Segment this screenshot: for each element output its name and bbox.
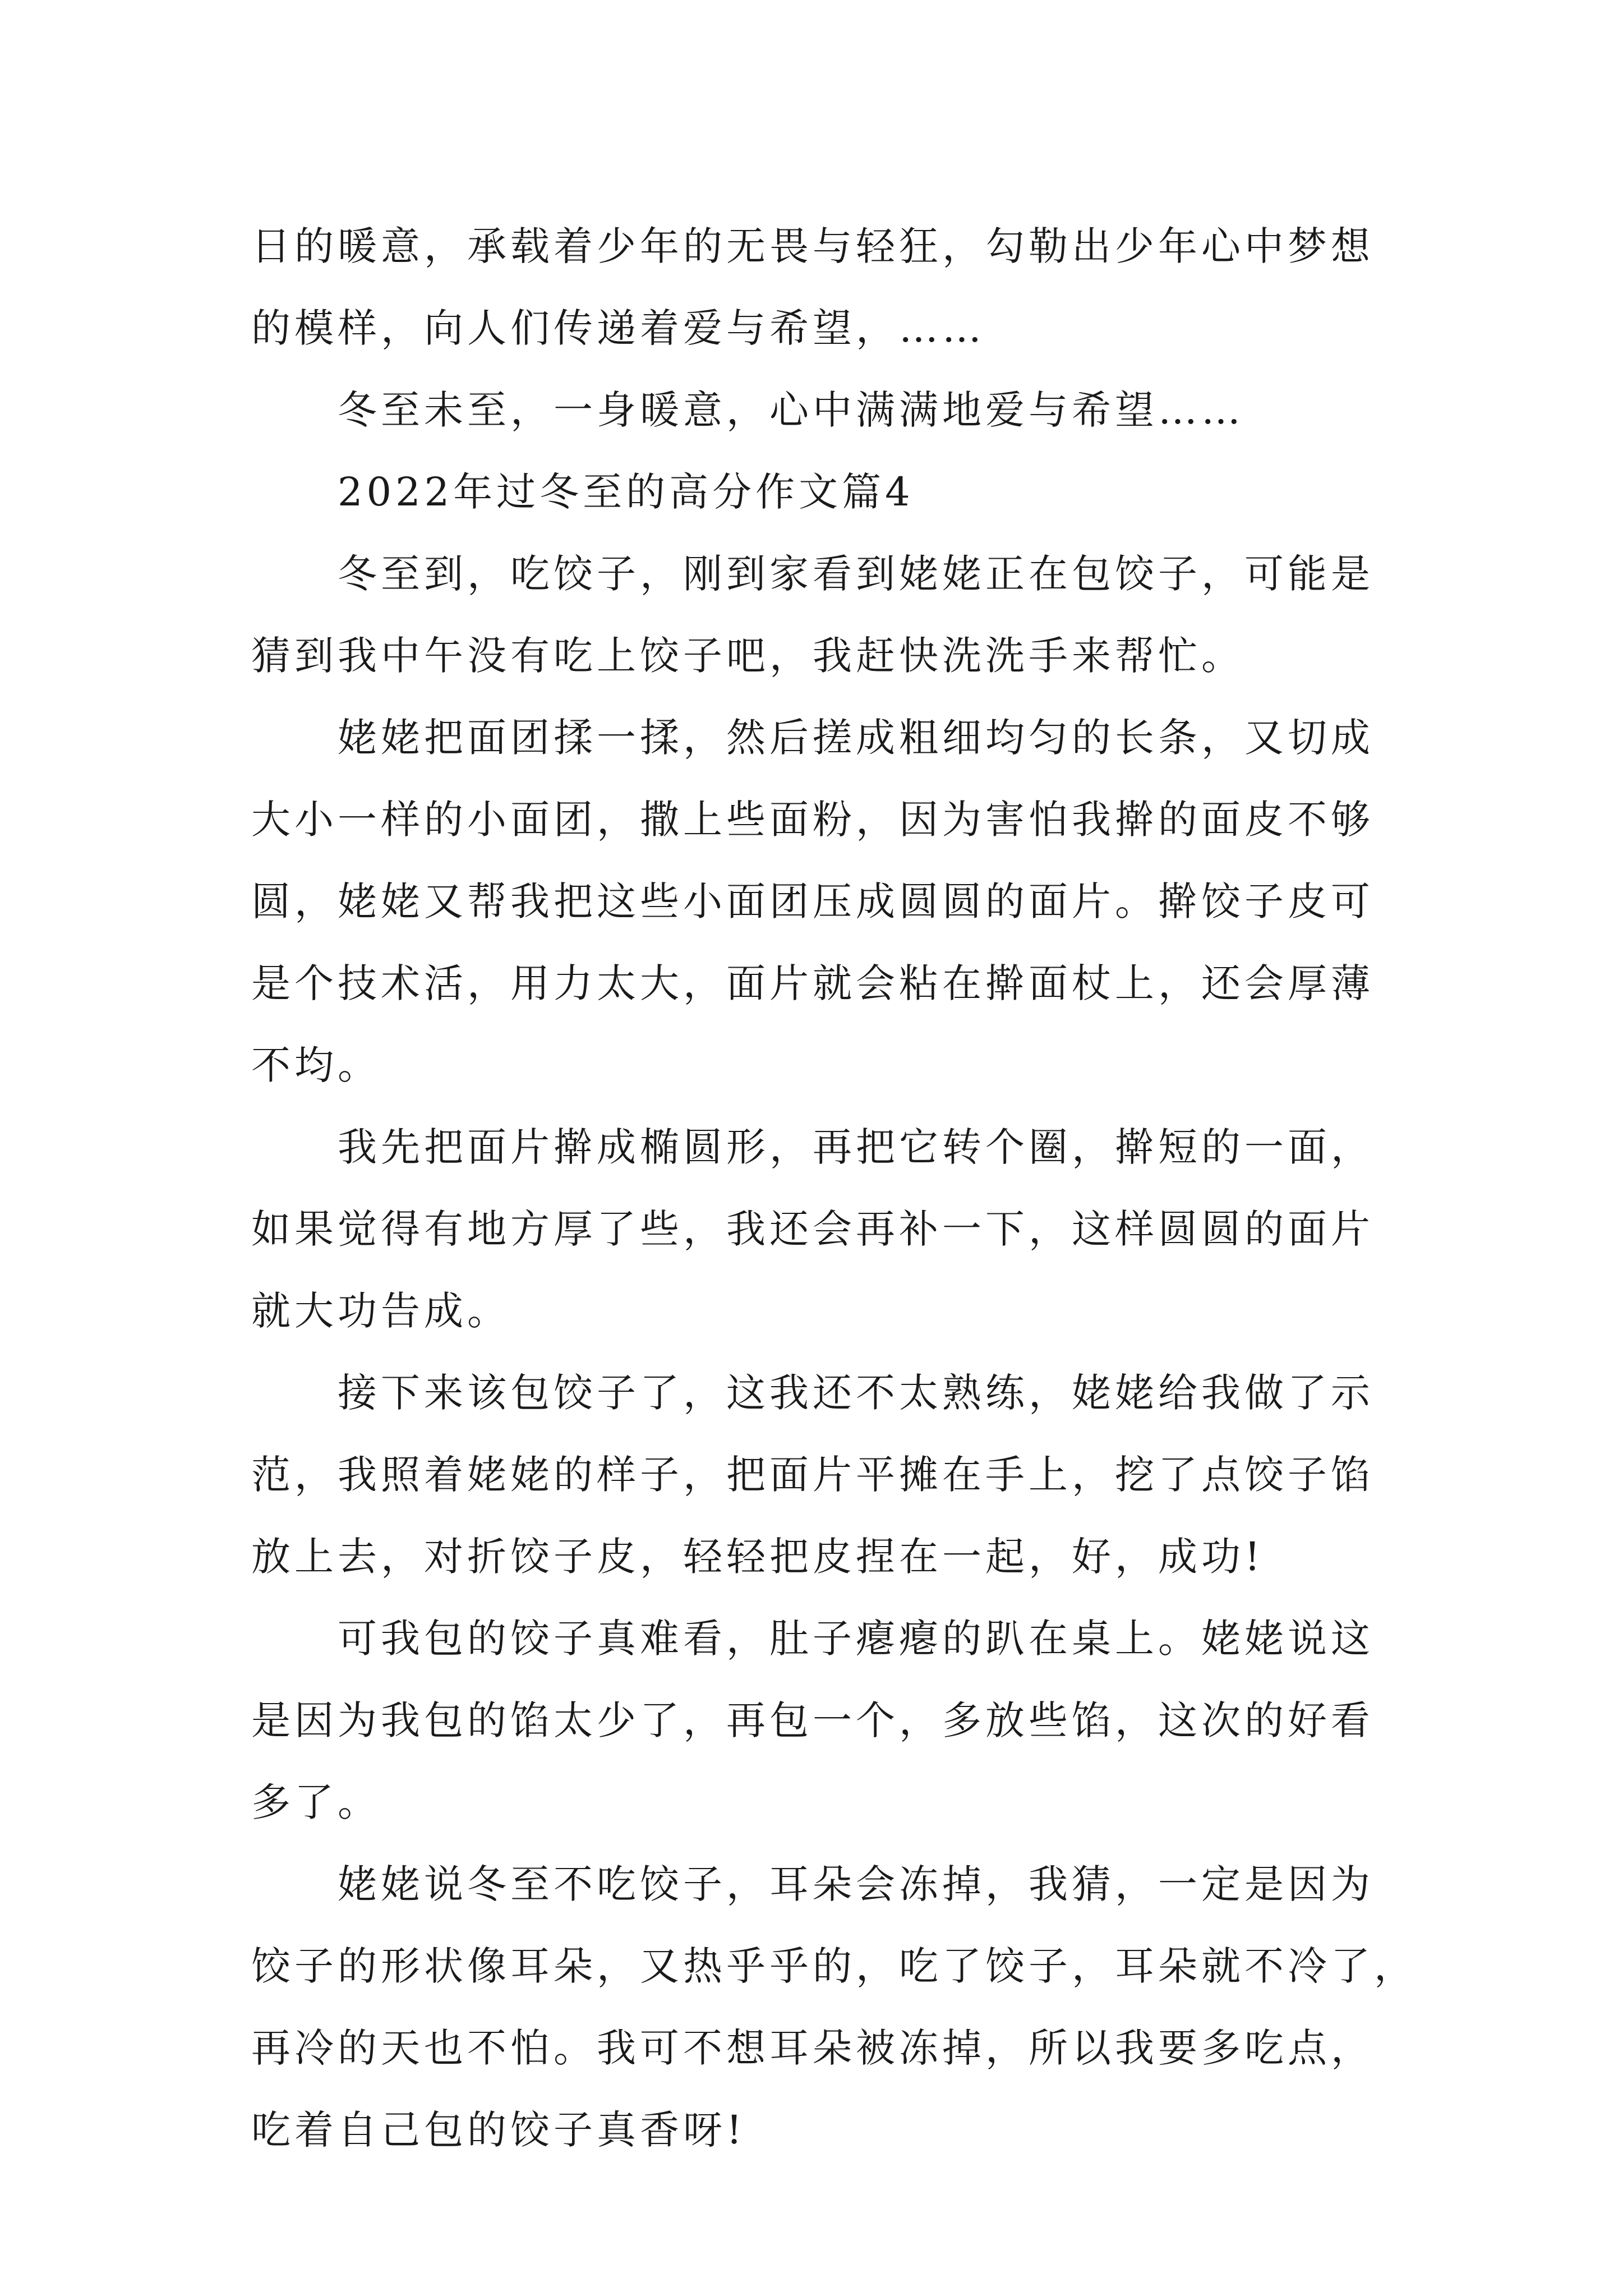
text-line: 圆，姥姥又帮我把这些小面团压成圆圆的面片。擀饺子皮可 (251, 878, 1374, 924)
document-body (251, 205, 1417, 2171)
text-line: 是个技术活，用力太大，面片就会粘在擀面杖上，还会厚薄 (251, 960, 1374, 1006)
text-line: 日的暖意，承载着少年的无畏与轻狂，勾勒出少年心中梦想 (251, 223, 1374, 269)
section-heading: 2022年过冬至的高分作文篇4 (338, 469, 914, 515)
text-line: 是因为我包的馅太少了，再包一个，多放些馅，这次的好看 (251, 1697, 1374, 1743)
text-line: 姥姥把面团揉一揉，然后搓成粗细均匀的长条，又切成 (338, 715, 1374, 761)
text-line: 不均。 (251, 1042, 381, 1088)
text-line: 猜到我中午没有吃上饺子吧，我赶快洗洗手来帮忙。 (251, 633, 1244, 679)
text-line: 饺子的形状像耳朵，又热乎乎的，吃了饺子，耳朵就不冷了， (251, 1943, 1417, 1989)
text-line: 接下来该包饺子了，这我还不太熟练，姥姥给我做了示 (338, 1370, 1374, 1416)
text-line: 可我包的饺子真难看，肚子瘪瘪的趴在桌上。姥姥说这 (338, 1616, 1374, 1662)
text-line: 如果觉得有地方厚了些，我还会再补一下，这样圆圆的面片 (251, 1206, 1374, 1252)
text-line: 就大功告成。 (251, 1288, 510, 1334)
text-line: 的模样，向人们传递着爱与希望，…… (251, 305, 985, 351)
text-line: 吃着自己包的饺子真香呀! (251, 2107, 746, 2153)
text-line: 冬至未至，一身暖意，心中满满地爱与希望…… (338, 387, 1244, 433)
text-line: 再冷的天也不怕。我可不想耳朵被冻掉，所以我要多吃点， (251, 2025, 1374, 2071)
text-line: 大小一样的小面团，撒上些面粉，因为害怕我擀的面皮不够 (251, 797, 1374, 843)
text-line: 我先把面片擀成椭圆形，再把它转个圈，擀短的一面， (338, 1124, 1374, 1170)
text-line: 放上去，对折饺子皮，轻轻把皮捏在一起，好，成功! (251, 1534, 1265, 1580)
text-line: 冬至到，吃饺子，刚到家看到姥姥正在包饺子，可能是 (338, 551, 1374, 597)
text-line: 多了。 (251, 1779, 381, 1825)
text-line: 姥姥说冬至不吃饺子，耳朵会冻掉，我猜，一定是因为 (338, 1861, 1374, 1907)
text-line: 范，我照着姥姥的样子，把面片平摊在手上，挖了点饺子馅 (251, 1452, 1374, 1498)
